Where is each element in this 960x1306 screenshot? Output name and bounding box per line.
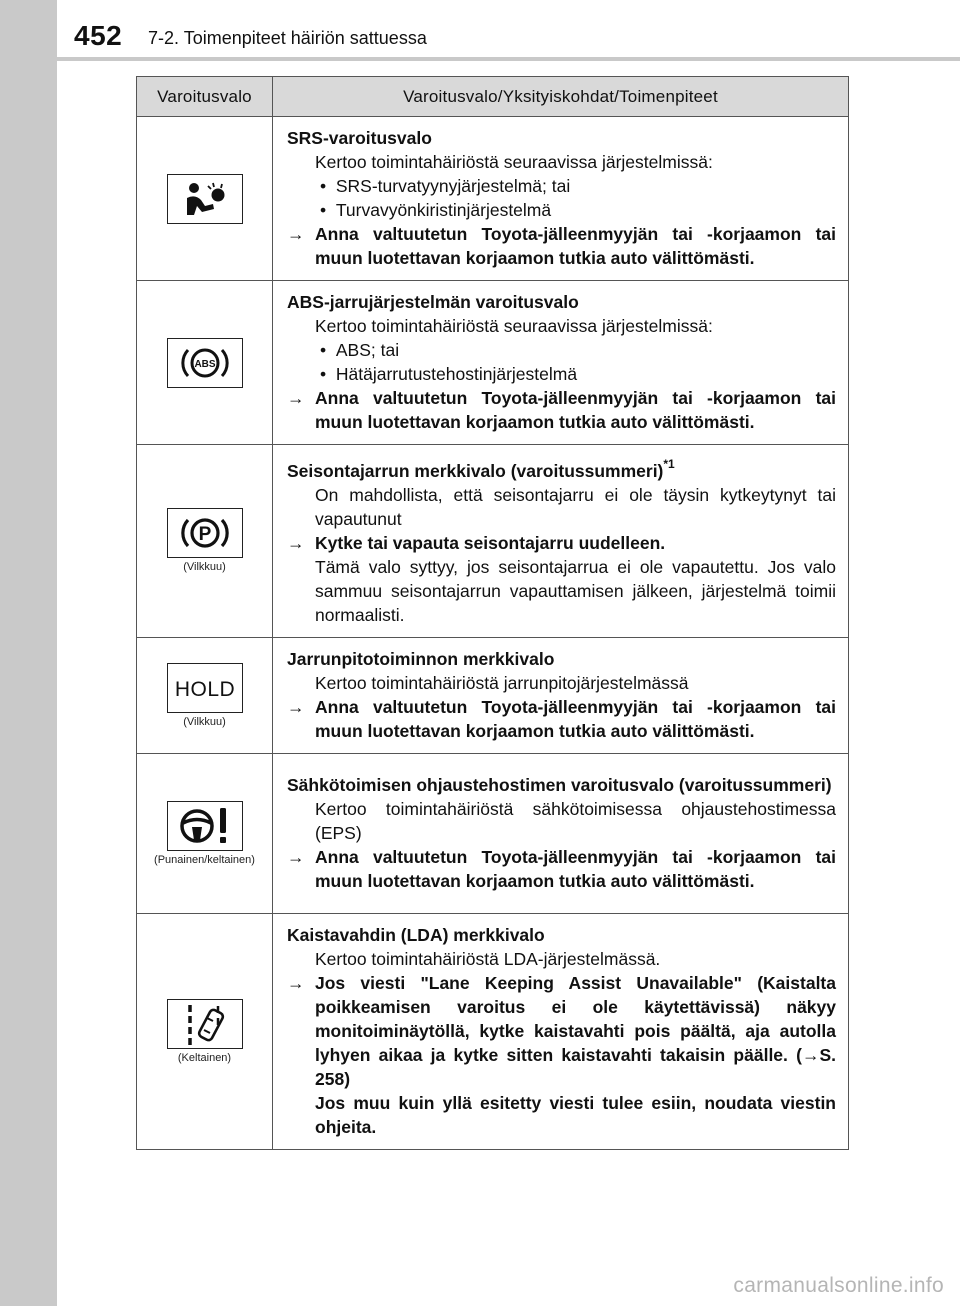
- table-header-row: [137, 77, 849, 117]
- details-cell: [273, 281, 849, 445]
- header-rule: [57, 57, 960, 61]
- row-description: Kertoo toimintahäiriöstä jarrunpitojärjestelmässä: [315, 672, 689, 693]
- row-description: Kertoo toimintahäiriöstä seuraavissa järjestelmissä:: [315, 316, 713, 336]
- column-header-light: Varoitusvalo: [137, 77, 273, 117]
- hold-indicator-icon: [167, 663, 243, 713]
- details-cell: [273, 753, 849, 913]
- row-action: → Kytke tai vapauta seisontajarru uudelleen.: [287, 532, 666, 553]
- row-action: → Anna valtuutetun Toyota-jälleenmyyjän tai -korjaamon tai muun luotettavan korjaamon tutkia auto välittömästi.: [287, 696, 836, 741]
- warning-light-table: [136, 76, 849, 1150]
- lane-departure-icon: [167, 999, 243, 1049]
- row-title: Jarrunpitotoiminnon merkkivalo: [287, 648, 555, 669]
- page-edge-band: [0, 0, 57, 1306]
- page-number: 452: [74, 20, 123, 51]
- reference-arrow: →: [801, 1044, 820, 1065]
- row-title: Sähkötoimisen ohjaustehostimen varoitusvalo (varoitussummeri): [287, 774, 832, 795]
- icon-cell: [137, 753, 273, 913]
- abs-warning-icon: [167, 338, 243, 388]
- row-action: → Anna valtuutetun Toyota-jälleenmyyjän tai -korjaamon tai muun luotettavan korjaamon tutkia auto välittömästi.: [287, 846, 836, 891]
- arrow-icon: →: [287, 972, 305, 993]
- row-action: → Anna valtuutetun Toyota-jälleenmyyjän tai -korjaamon tai muun luotettavan korjaamon tutkia auto välittömästi.: [287, 388, 836, 432]
- section-title: 7-2. Toimenpiteet häiriön sattuessa: [148, 28, 427, 48]
- row-title: Kaistavahdin (LDA) merkkivalo: [287, 924, 545, 945]
- table-row: [137, 117, 849, 281]
- list-item: • Hätäjarrutustehostinjärjestelmä: [320, 364, 578, 384]
- icon-cell: [137, 281, 273, 445]
- eps-warning-icon: [167, 801, 243, 851]
- icon-note: (Keltainen): [177, 1051, 232, 1064]
- details-cell: [273, 913, 849, 1149]
- page-header: [0, 0, 960, 60]
- row-action-extra: Jos muu kuin yllä esitetty viesti tulee esiin, noudata viestin ohjeita.: [315, 1092, 836, 1137]
- hold-icon-label: HOLD: [174, 677, 235, 701]
- details-cell: [273, 637, 849, 753]
- row-title: SRS-varoitusvalo: [287, 128, 432, 148]
- icon-cell: [137, 117, 273, 281]
- arrow-icon: →: [287, 224, 305, 244]
- arrow-icon: →: [287, 696, 305, 717]
- table-row: [137, 445, 849, 638]
- icon-note: (Vilkkuu): [183, 561, 226, 574]
- icon-note: (Vilkkuu): [183, 715, 226, 728]
- row-title: Seisontajarrun merkkivalo (varoitussummeri)$^{*1}$: [287, 457, 675, 481]
- table-row: [137, 281, 849, 445]
- row-action: → Anna valtuutetun Toyota-jälleenmyyjän tai -korjaamon tai muun luotettavan korjaamon tutkia auto välittömästi.: [287, 224, 836, 268]
- arrow-icon: →: [287, 532, 305, 553]
- column-header-details: Varoitusvalo/Yksityiskohdat/Toimenpiteet: [273, 77, 849, 117]
- page-reference-link[interactable]: S. 258): [315, 1044, 836, 1089]
- parking-brake-icon: [167, 508, 243, 558]
- details-cell: [273, 445, 849, 638]
- footnote-mark: *1: [663, 457, 675, 471]
- arrow-icon: →: [287, 846, 305, 867]
- icon-note: (Punainen/keltainen): [154, 853, 255, 866]
- table-row: [137, 637, 849, 753]
- airbag-warning-icon: [167, 174, 243, 224]
- list-item: • SRS-turvatyynyjärjestelmä; tai: [320, 176, 571, 196]
- row-title: ABS-jarrujärjestelmän varoitusvalo: [287, 292, 579, 312]
- details-cell: [273, 117, 849, 281]
- parking-icon-label: P: [198, 524, 211, 546]
- icon-cell: [137, 637, 273, 753]
- list-item: • ABS; tai: [320, 340, 400, 360]
- list-item: • Turvavyönkiristinjärjestelmä: [320, 200, 552, 220]
- icon-cell: [137, 445, 273, 638]
- row-action: → Jos viesti "Lane Keeping Assist Unavailable" (Kaistalta poikkeamisen varoitus ei ole käytettävissä) näkyy monitoiminäytöllä, kytke kaistavahti pois päältä, aja autolla lyhyen aikaa ja kytke sitten kaistavahti takaisin päälle. (→S. 258): [287, 972, 836, 1089]
- arrow-icon: →: [287, 388, 305, 408]
- row-description: Kertoo toimintahäiriöstä seuraavissa järjestelmissä:: [315, 152, 713, 172]
- table-row: [137, 913, 849, 1149]
- watermark: carmanualsonline.info: [733, 1274, 944, 1297]
- abs-icon-label: ABS: [193, 358, 216, 370]
- row-description: On mahdollista, että seisontajarru ei ole täysin kytkeytynyt tai vapautunut: [315, 484, 836, 529]
- row-description-extra: Tämä valo syttyy, jos seisontajarrua ei ole vapautettu. Jos valo sammuu seisontajarrun vapauttamisen jälkeen, järjestelmä toimii normaalisti.: [315, 556, 836, 625]
- row-description: Kertoo toimintahäiriöstä sähkötoimisessa ohjaustehostimessa (EPS): [315, 798, 836, 843]
- table-row: [137, 753, 849, 913]
- row-description: Kertoo toimintahäiriöstä LDA-järjestelmässä.: [315, 948, 661, 969]
- icon-cell: [137, 913, 273, 1149]
